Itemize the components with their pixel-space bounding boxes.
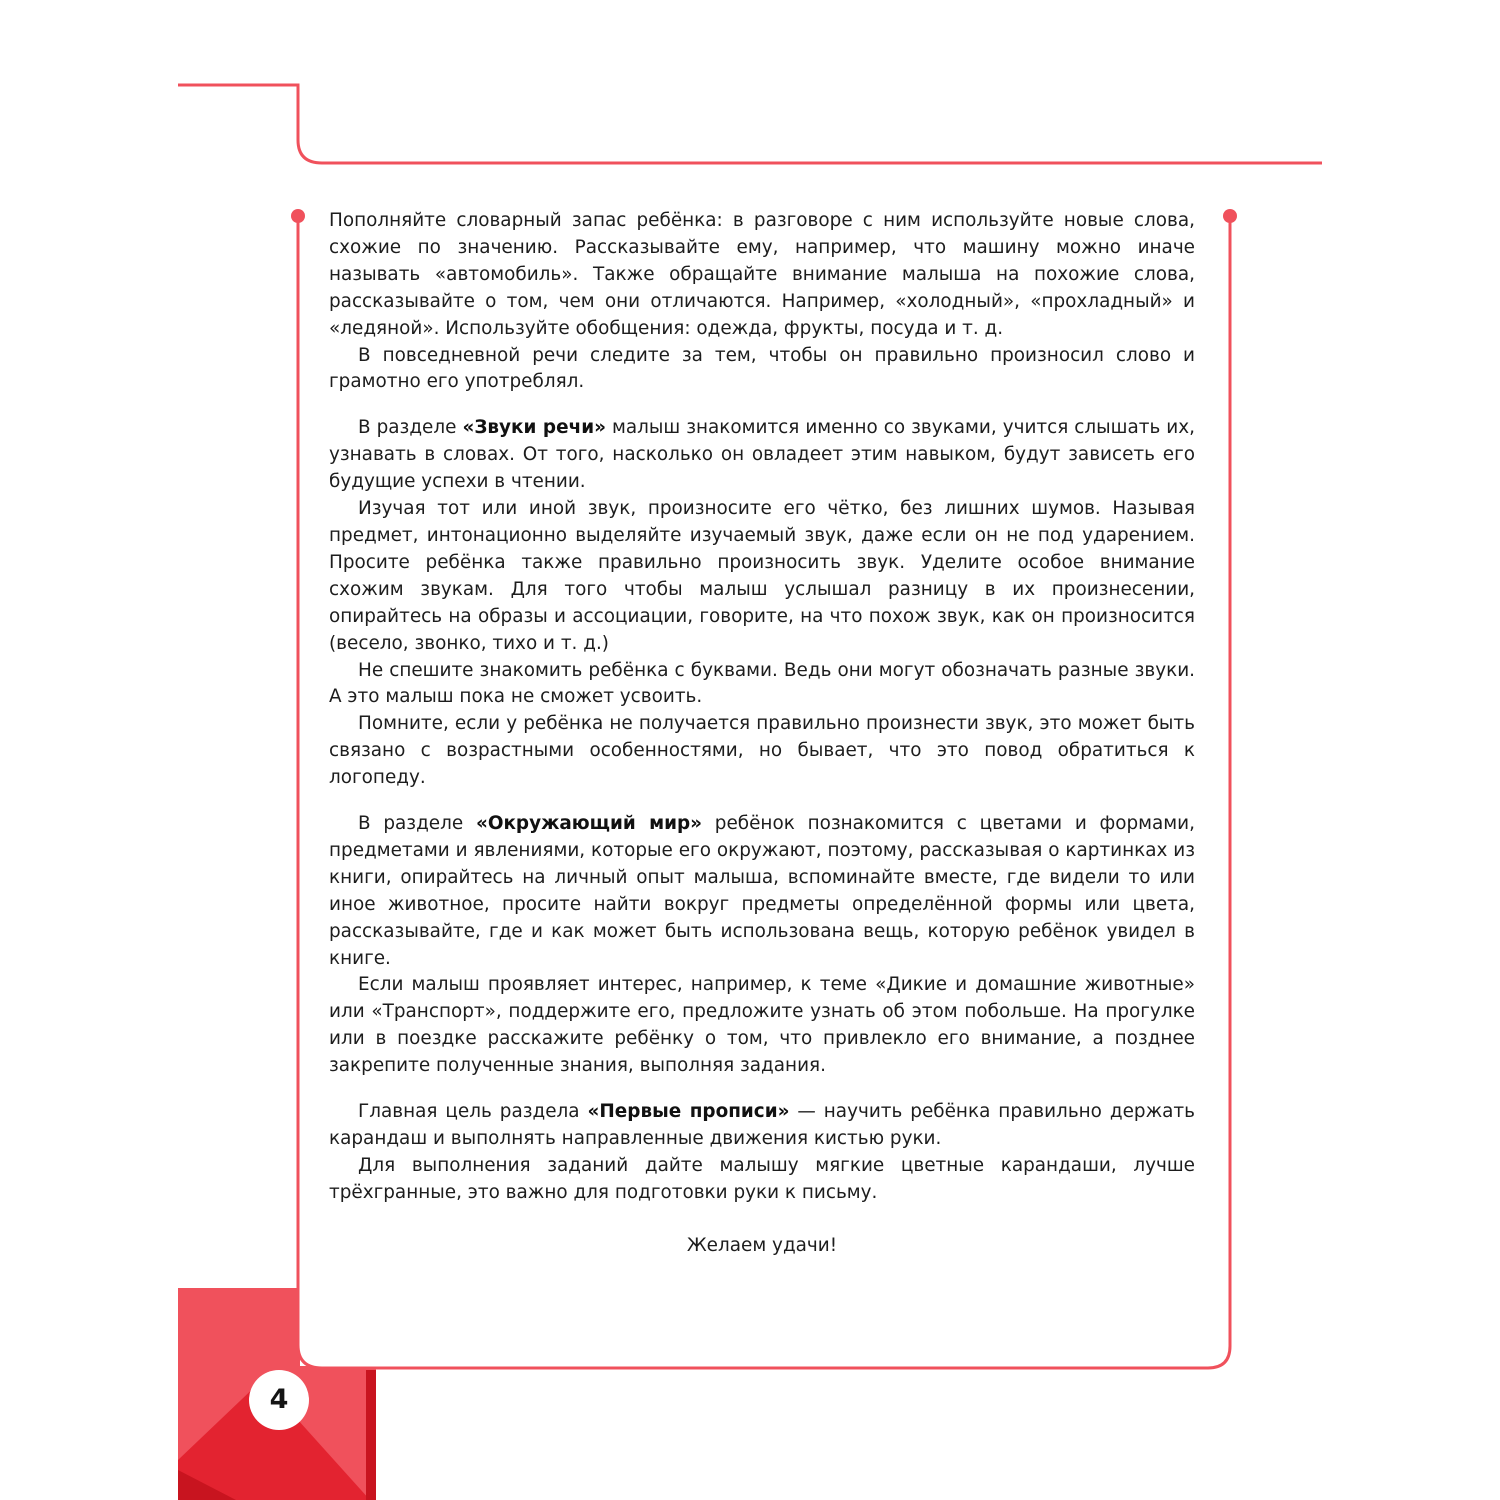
- section-title-world: «Окружающий мир»: [475, 813, 703, 835]
- page-number: 4: [249, 1370, 309, 1430]
- text-run: малыш знакомится именно со звуками, учится слышать их, узнавать в словах. От того, насколько он овладеет этим навыком, будут зависеть его будущие успехи в чтении.: [329, 417, 1195, 493]
- body-text: [329, 208, 1195, 1260]
- paragraph: Для выполнения заданий дайте малышу мягкие цветные карандаши, лучше трёхгранные, это важно для подготовки руки к письму.: [329, 1154, 1195, 1203]
- paragraph-sounds-intro: [329, 415, 1195, 496]
- paragraph-writing-intro: [329, 1099, 1195, 1153]
- paragraph: Не спешите знакомить ребёнка с буквами. Ведь они могут обозначать разные звуки. А это малыш пока не сможет усвоить.: [329, 659, 1195, 708]
- section-title-writing: «Первые прописи»: [587, 1101, 790, 1123]
- text-run: ребёнок познакомится с цветами и формами, предметами и явлениями, которые его окружают, поэтому, рассказывая о картинках из книги, опирайтесь на личный опыт малыша, вспоминайте вместе, где видели то или иное животное, просите найти вокруг предметы определённой формы или цвета, рассказывайте, где и как может быть использована вещь, которую ребёнок увидел в книге.: [329, 813, 1195, 969]
- right-rail-dot: [1223, 209, 1237, 223]
- section-title-sounds: «Звуки речи»: [462, 417, 606, 439]
- left-rail-dot: [291, 209, 305, 223]
- paragraph: В повседневной речи следите за тем, чтобы он правильно произносил слово и грамотно его употреблял.: [329, 344, 1195, 393]
- paragraph: Пополняйте словарный запас ребёнка: в разговоре с ним используйте новые слова, схожие по значению. Рассказывайте ему, например, что машину можно иначе называть «автомобиль». Также обращайте внимание малыша на похожие слова, рассказывайте о том, чем они отличаются. Например, «холодный», «прохладный» и «ледяной». Используйте обобщения: одежда, фрукты, посуда и т. д.: [329, 210, 1195, 339]
- paragraph-world-intro: [329, 811, 1195, 972]
- top-tab-line: [178, 85, 1322, 163]
- closing-wish: Желаем удачи!: [686, 1234, 838, 1256]
- text-run: В разделе: [358, 417, 463, 439]
- corner-block-edge: [366, 1370, 376, 1500]
- text-run: В разделе: [358, 813, 476, 835]
- paragraph: Помните, если у ребёнка не получается правильно произнести звук, это может быть связано с возрастными особенностями, но бывает, что это повод обратиться к логопеду.: [329, 713, 1195, 789]
- paragraph: Если малыш проявляет интерес, например, к теме «Дикие и домашние животные» или «Транспорт», поддержите его, предложите узнать об этом побольше. На прогулке или в поездке расскажите ребёнку о том, что привлекло его внимание, а позднее закрепите полученные знания, выполняя задания.: [329, 974, 1195, 1077]
- text-run: — научить ребёнка правильно держать карандаш и выполнять направленные движения кистью руки.: [329, 1101, 1195, 1149]
- paragraph: Изучая тот или иной звук, произносите его чётко, без лишних шумов. Называя предмет, интонационно выделяйте изучаемый звук, даже если он не под ударением. Просите ребёнка также правильно произносить звук. Уделите особое внимание схожим звукам. Для того чтобы малыш услышал разницу в их произнесении, опирайтесь на образы и ассоциации, говорите, на что похож звук, как он произносится (весело, звонко, тихо и т. д.): [329, 498, 1195, 654]
- text-run: Главная цель раздела: [358, 1101, 588, 1123]
